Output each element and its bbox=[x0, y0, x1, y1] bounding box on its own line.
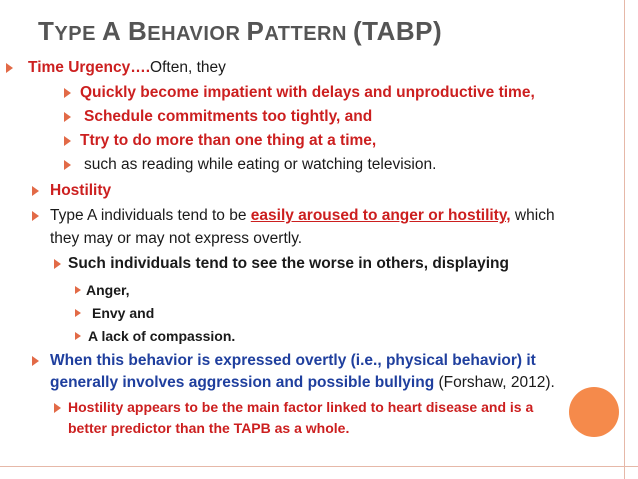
overt-behavior-line-cont: generally involves aggression and possible bullying (Forshaw, 2012). bbox=[50, 374, 555, 391]
bullet-icon bbox=[75, 286, 81, 294]
bullet-icon bbox=[54, 403, 61, 413]
time-urgency-line: Time Urgency….Often, they bbox=[28, 59, 226, 76]
bullet-icon bbox=[6, 63, 13, 73]
bullet-icon bbox=[75, 332, 81, 340]
impatient-line: Quickly become impatient with delays and unproductive time, bbox=[80, 84, 535, 101]
bullet-icon bbox=[32, 211, 39, 221]
anger-item: Anger, bbox=[86, 282, 130, 298]
slide-title: TYPE A BEHAVIOR PATTERN (TABP) bbox=[38, 16, 443, 46]
bullet-icon bbox=[64, 88, 71, 98]
bullet-icon bbox=[32, 186, 39, 196]
bullet-icon bbox=[32, 356, 39, 366]
envy-item: Envy and bbox=[92, 305, 155, 321]
bullet-icon bbox=[64, 136, 71, 146]
heart-disease-line: Hostility appears to be the main factor linked to heart disease and is a bbox=[68, 399, 534, 415]
bottom-border-line bbox=[0, 466, 638, 467]
example-line: such as reading while eating or watching television. bbox=[84, 156, 437, 173]
compassion-item: A lack of compassion. bbox=[88, 328, 236, 344]
bullet-icon bbox=[64, 160, 71, 170]
type-a-line: Type A individuals tend to be easily aroused to anger or hostility, which bbox=[50, 207, 555, 224]
heart-disease-line-cont: better predictor than the TAPB as a whole. bbox=[68, 420, 350, 436]
overt-behavior-line: When this behavior is expressed overtly (i.e., physical behavior) it bbox=[50, 352, 536, 369]
worse-in-others-line: Such individuals tend to see the worse in others, displaying bbox=[68, 255, 509, 272]
decorative-circle bbox=[569, 387, 619, 437]
bullet-icon bbox=[54, 259, 61, 269]
type-a-line-cont: they may or may not express overtly. bbox=[50, 230, 303, 247]
bullet-icon bbox=[64, 112, 71, 122]
right-border-line bbox=[624, 0, 625, 479]
schedule-line: Schedule commitments too tightly, and bbox=[84, 108, 373, 125]
hostility-heading: Hostility bbox=[50, 182, 112, 199]
multitask-line: Ttry to do more than one thing at a time, bbox=[80, 132, 377, 149]
bullet-icon bbox=[75, 309, 81, 317]
